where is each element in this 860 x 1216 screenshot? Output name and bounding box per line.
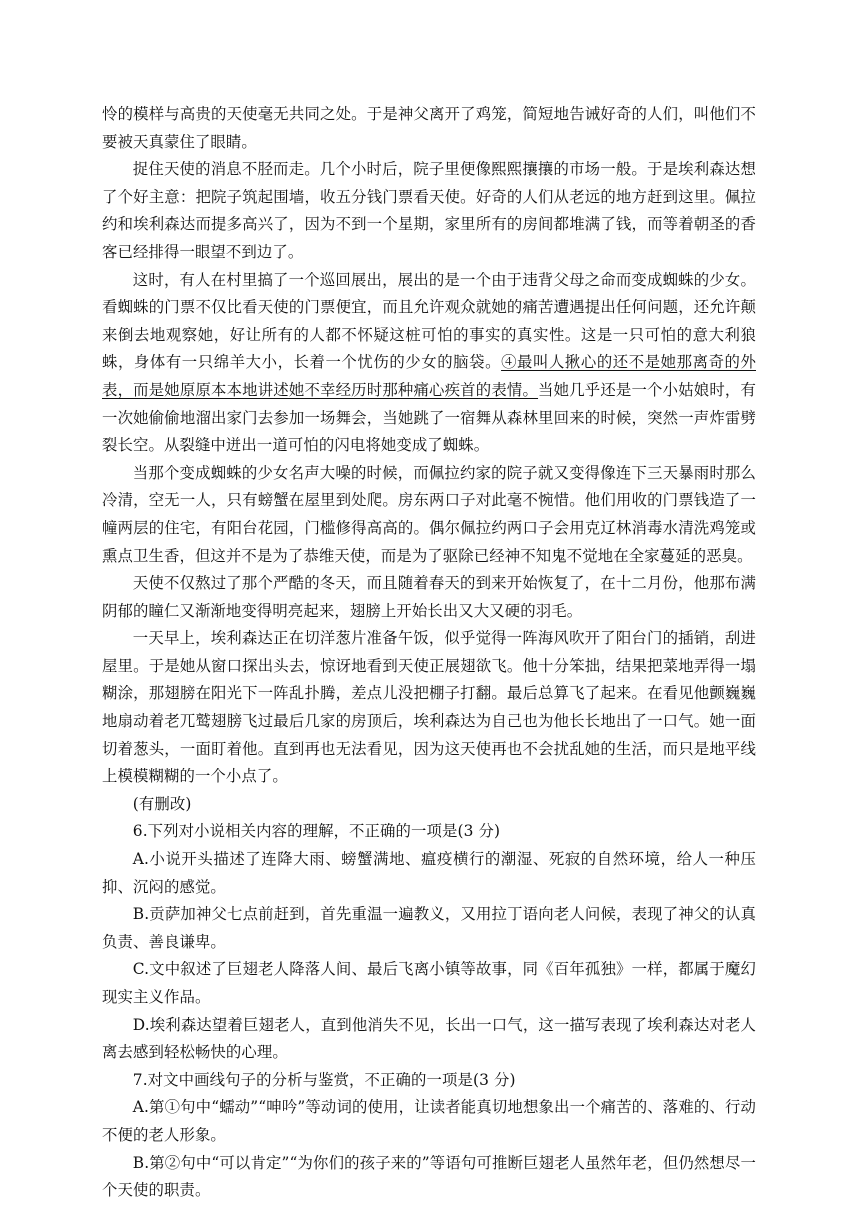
- paragraph-1: 怜的模样与高贵的天使毫无共同之处。于是神父离开了鸡笼，简短地告诫好奇的人们，叫他们不要被天真蒙住了眼睛。: [102, 105, 756, 151]
- question-7-option-a: A.第①句中“蠕动”“呻吟”等动词的使用，让读者能真切地想象出一个痛苦的、落难的、行动不便的老人形象。: [102, 1098, 756, 1144]
- source-note: (有删改): [132, 794, 192, 813]
- paragraph-4: 当那个变成蜘蛛的少女名声大噪的时候，而佩拉约家的院子就又变得像连下三天暴雨时那么冷清，空无一人，只有螃蟹在屋里到处爬。房东两口子对此毫不惋惜。他们用收的门票钱造了一幢两层的住宅，有阳台花园，门槛修得高高的。偶尔佩拉约两口子会用克辽林消毒水清洗鸡笼或熏点卫生香，但这并不是为了恭维天使，而是为了驱除已经神不知鬼不觉地在全家蔓延的恶臭。: [102, 463, 756, 565]
- question-6-option-c: C.文中叙述了巨翅老人降落人间、最后飞离小镇等故事，同《百年孤独》一样，都属于魔幻现实主义作品。: [102, 960, 756, 1006]
- question-6-option-b: B.贡萨加神父七点前赶到，首先重温一遍教义，又用拉丁语向老人问候，表现了神父的认真负责、善良谦卑。: [102, 905, 756, 951]
- paragraph-2: 捉住天使的消息不胫而走。几个小时后，院子里便像熙熙攘攘的市场一般。于是埃利森达想了个好主意：把院子筑起围墙，收五分钱门票看天使。好奇的人们从老远的地方赶到这里。佩拉约和埃利森达而提多高兴了，因为不到一个星期，家里所有的房间都堆满了钱，而等着朝圣的香客已经排得一眼望不到边了。: [102, 160, 756, 261]
- question-7-option-b: B.第②句中“可以肯定”“为你们的孩子来的”等语句可推断巨翅老人虽然年老，但仍然想尽一个天使的职责。: [102, 1153, 756, 1200]
- paragraph-3-text-before: 这时，有人在村里搞了一个巡回展出，展出的是一个由于违背父母之命而变成蜘蛛的少女。看蜘蛛的门票不仅比看天使的门票便宜，而且允许观众就她的痛苦遭遇提出任何问题，还允许颠来倒去地观察她，好让所有的人都不怀疑这桩可怕的事实的真实性。这是一只可怕的意大利狼蛛，身体有一只绵羊大小，长着一个忧伤的少女的脑袋。: [102, 270, 756, 372]
- underlined-sentence-4: ④最叫人揪心的还不是她那离奇的外表，而是她原原本本地讲述她不幸经历时那种痛心疾首的表情。: [102, 353, 756, 399]
- question-6-option-d: D.埃利森达望着巨翅老人，直到他消失不见，长出一口气，这一描写表现了埃利森达对老人离去感到轻松畅快的心理。: [102, 1015, 756, 1062]
- paragraph-5: 天使不仅熬过了那个严酷的冬天，而且随着春天的到来开始恢复了，在十二月份，他那布满阴郁的瞳仁又渐渐地变得明亮起来，翅膀上开始长出又大又硬的羽毛。: [102, 574, 756, 620]
- document-body: [102, 101, 756, 1205]
- question-6-stem: 6.下列对小说相关内容的理解，不正确的一项是(3 分): [132, 822, 501, 841]
- paragraph-3: [102, 267, 756, 460]
- question-6-option-a: A.小说开头描述了连降大雨、螃蟹满地、瘟疫横行的潮湿、死寂的自然环境，给人一种压抑、沉闷的感觉。: [102, 850, 756, 896]
- paragraph-6: 一天早上，埃利森达正在切洋葱片准备午饭，似乎觉得一阵海风吹开了阳台门的插销，刮进屋里。于是她从窗口探出头去，惊讶地看到天使正展翅欲飞。他十分笨拙，结果把菜地弄得一塌糊涂，那翅膀在阳光下一阵乱扑腾，差点儿没把棚子打翻。最后总算飞了起来。在看见他颤巍巍地扇动着老兀鹫翅膀飞过最后几家的房顶后，埃利森达为自己也为他长长地出了一口气。她一面切着葱头，一面盯着他。直到再也无法看见，因为这天使再也不会扰乱她的生活，而只是地平线上模模糊糊的一个小点了。: [102, 629, 756, 786]
- paragraph-3-text-after: 当她几乎还是一个小姑娘时，有一次她偷偷地溜出家门去参加一场舞会，当她跳了一宿舞从森林里回来的时候，突然一声炸雷劈裂长空。从裂缝中迸出一道可怕的闪电将她变成了蜘蛛。: [102, 380, 756, 455]
- question-7-stem: 7.对文中画线句子的分析与鉴赏，不正确的一项是(3 分): [132, 1070, 516, 1089]
